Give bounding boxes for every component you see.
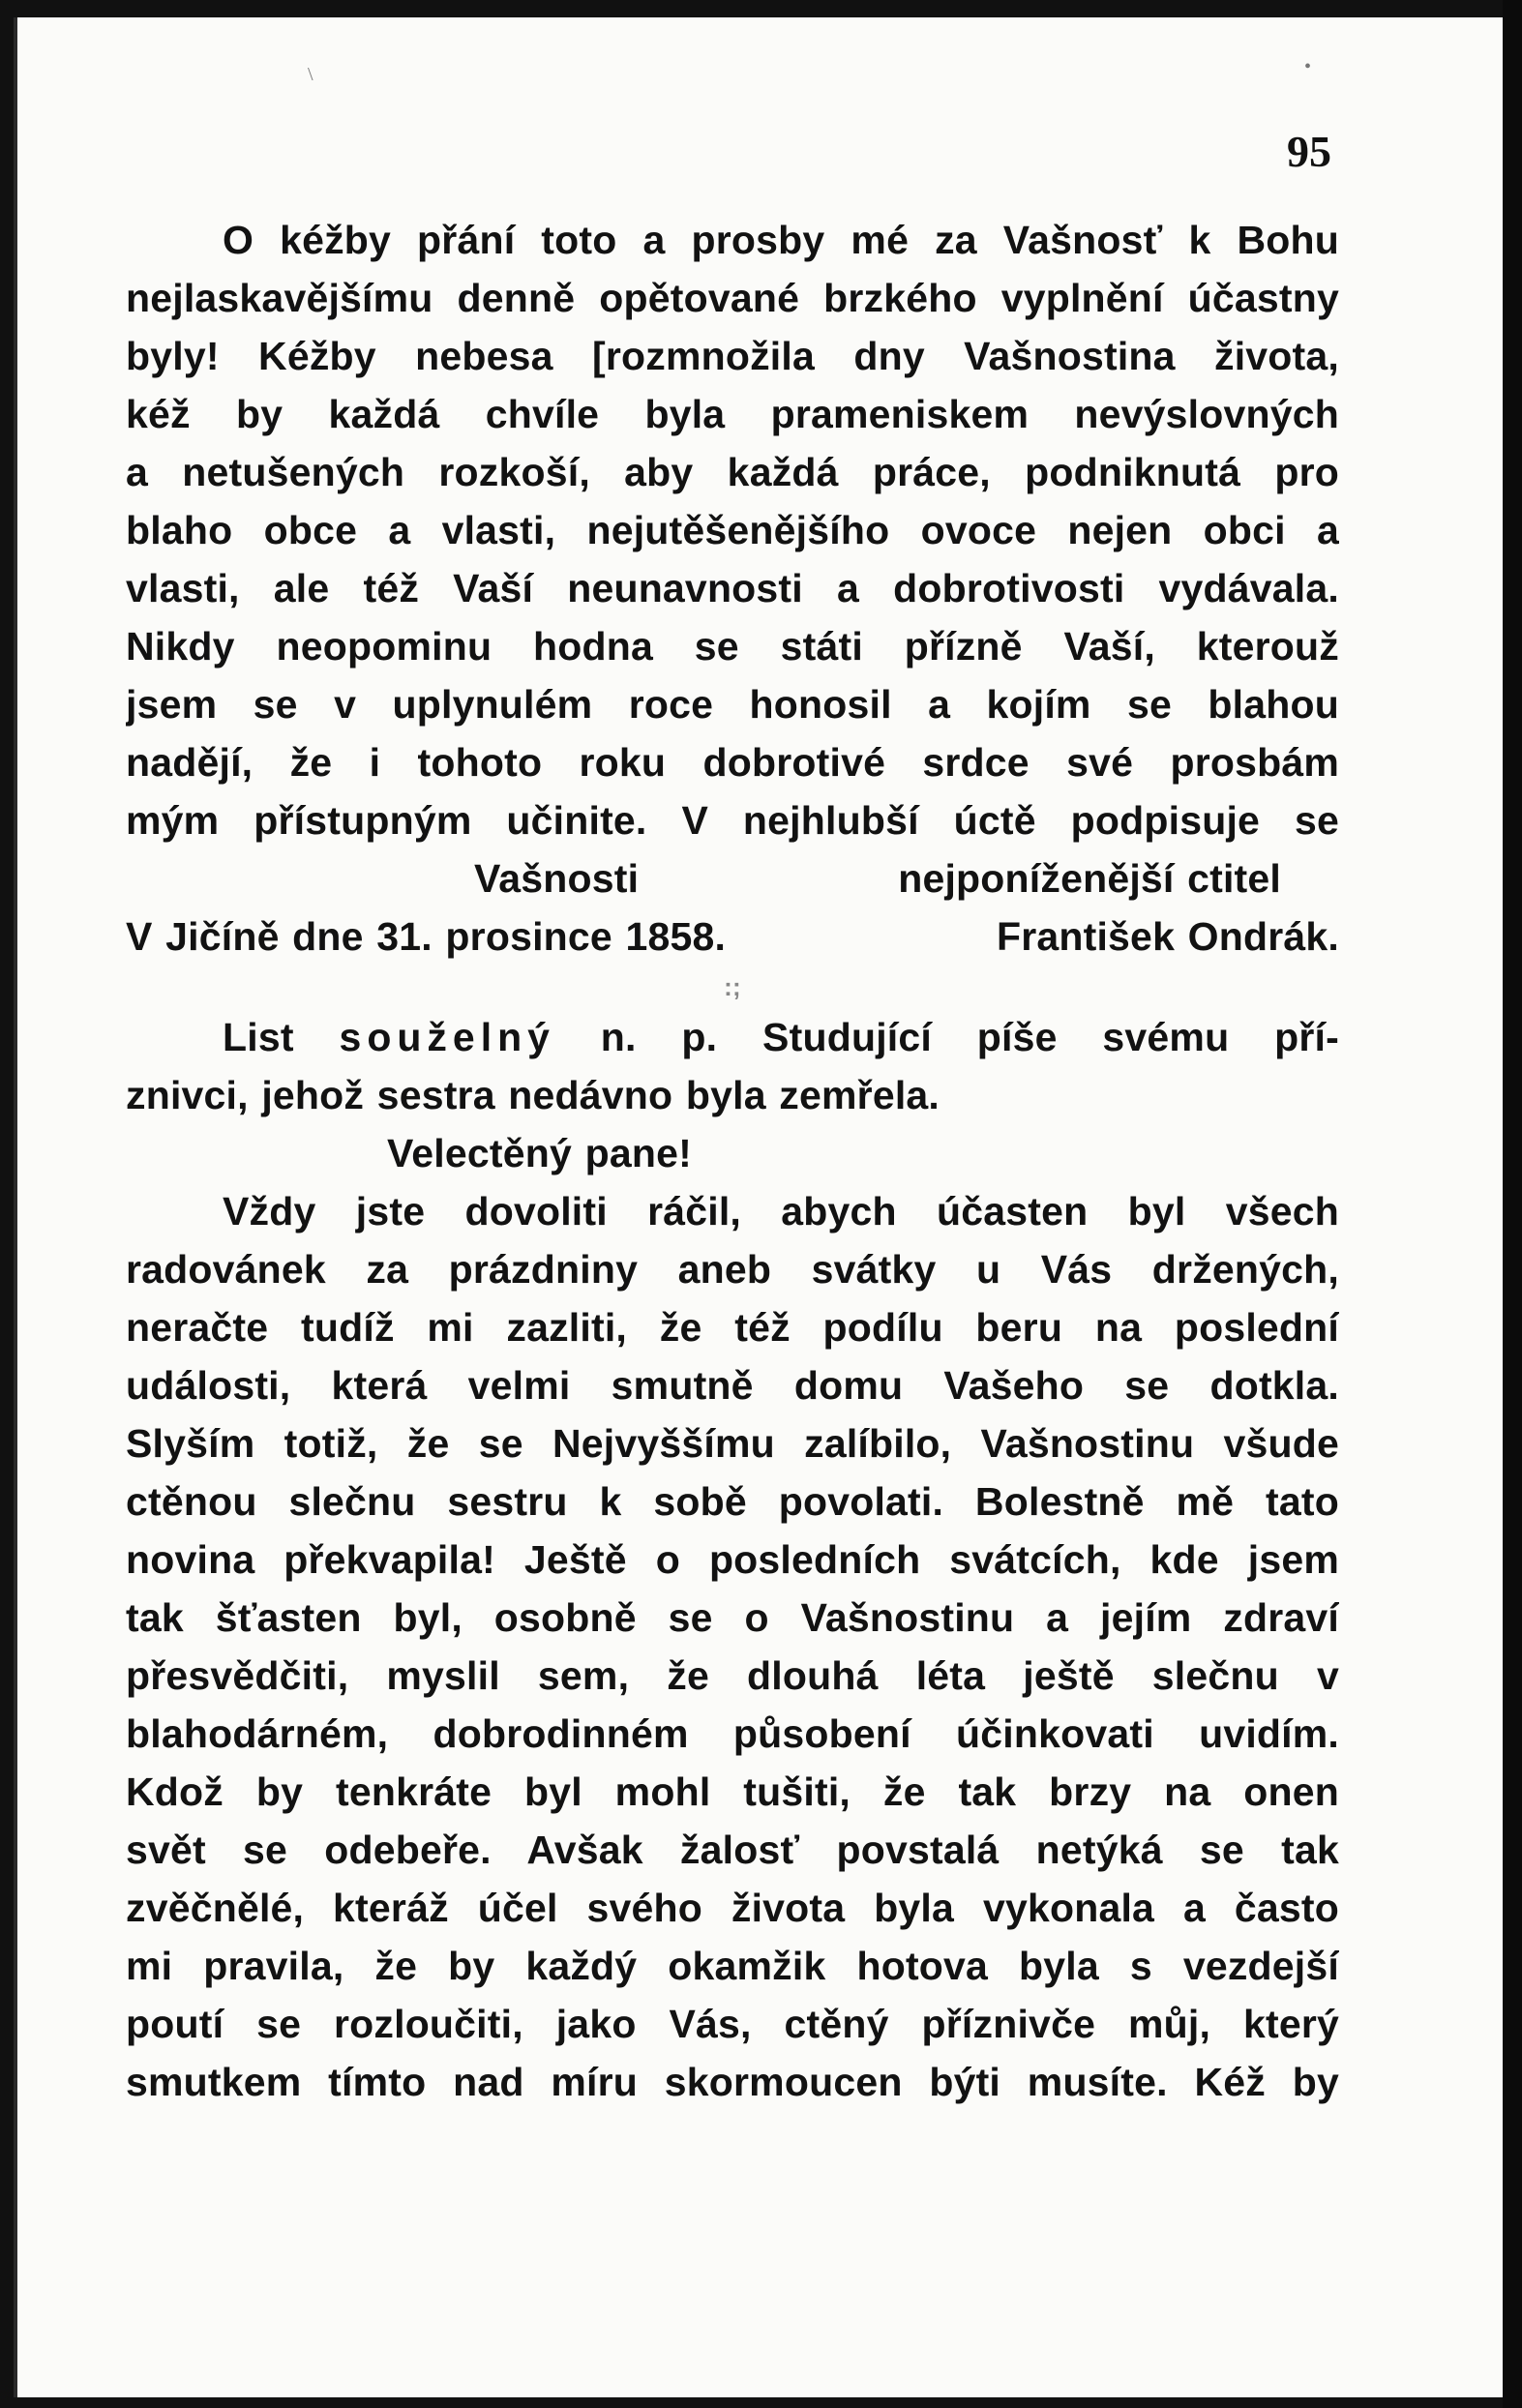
- scanned-page: [14, 17, 1504, 2397]
- text-line: vlasti, ale též Vaší neunavnosti a dobrotivosti vydávala.: [126, 566, 1339, 610]
- text-line: kéž by každá chvíle byla prameniskem nevýslovných: [126, 392, 1339, 436]
- text-line: Vždy jste dovoliti ráčil, abych účasten byl všech: [223, 1189, 1339, 1234]
- text-line: novina překvapila! Ještě o posledních svátcích, kde jsem: [126, 1537, 1339, 1582]
- heading-prefix: List: [223, 1015, 294, 1059]
- text-line: přesvědčiti, myslil sem, že dlouhá léta ještě slečnu v: [126, 1653, 1339, 1698]
- text-line: blahodárném, dobrodinném působení účinkovati uvidím.: [126, 1711, 1339, 1756]
- text-line: svět se odebeře. Avšak žalosť povstalá netýká se tak: [126, 1828, 1339, 1872]
- text-line: jsem se v uplynulém roce honosil a kojím se blahou: [126, 682, 1339, 727]
- text-line: nadějí, že i tohoto roku dobrotivé srdce své prosbám: [126, 740, 1339, 785]
- letter-closing: nejponíženější ctitel: [898, 856, 1281, 901]
- text-line: ctěnou slečnu sestru k sobě povolati. Bolestně mě tato: [126, 1479, 1339, 1524]
- body-text: [126, 211, 1339, 2111]
- scan-speck: •: [1304, 56, 1312, 77]
- signature-row: [126, 907, 1339, 966]
- scan-edge: [1503, 0, 1522, 2408]
- text-line: blaho obce a vlasti, nejutěšenějšího ovoce nejen obci a: [126, 508, 1339, 552]
- text-line: Kdož by tenkráte byl mohl tušiti, že tak brzy na onen: [126, 1769, 1339, 1814]
- text-line: tak šťasten byl, osobně se o Vašnostinu a jejím zdraví: [126, 1595, 1339, 1640]
- text-line: zvěčnělé, kteráž účel svého života byla vykonala a často: [126, 1886, 1339, 1930]
- signature: František Ondrák.: [996, 914, 1339, 959]
- section-heading: [126, 1008, 1339, 1066]
- letter-salutation: Vašnosti: [474, 856, 640, 901]
- letter-closing-row: [126, 849, 1339, 907]
- text-line: události, která velmi smutně domu Vašeho se dotkla.: [126, 1363, 1339, 1408]
- place-date: V Jičíně dne 31. prosince 1858.: [126, 914, 727, 959]
- text-line: poutí se rozloučiti, jako Vás, ctěný příznivče můj, který: [126, 2002, 1339, 2046]
- section-heading-continued: znivci, jehož sestra nedávno byla zemřela.: [126, 1073, 940, 1117]
- text-line: smutkem tímto nad míru skormoucen býti musíte. Kéž by: [126, 2060, 1339, 2104]
- text-line: O kéžby přání toto a prosby mé za Vašnosť k Bohu: [223, 218, 1339, 262]
- text-line: Nikdy neopominu hodna se státi přízně Vaší, kterouž: [126, 624, 1339, 669]
- text-line: radovánek za prázdniny aneb svátky u Vás držených,: [126, 1247, 1339, 1292]
- text-line: nejlaskavějšímu denně opětované brzkého vyplnění účastny: [126, 276, 1339, 320]
- heading-suffix: n. p. Studující píše svému pří-: [600, 1015, 1339, 1059]
- text-line: neračte tudíž mi zazliti, že též podílu beru na poslední: [126, 1305, 1339, 1350]
- text-line: byly! Kéžby nebesa [rozmnožila dny Vašnostina života,: [126, 334, 1339, 378]
- heading-spaced-word: souželný: [339, 1015, 555, 1059]
- divider-mark: :;: [724, 972, 741, 1001]
- text-line: Slyším totiž, že se Nejvyššímu zalíbilo, Vašnostinu všude: [126, 1421, 1339, 1466]
- letter-greeting: Velectěný pane!: [387, 1131, 692, 1175]
- scan-speck: \: [308, 64, 313, 85]
- text-line: mi pravila, že by každý okamžik hotova byla s vezdejší: [126, 1944, 1339, 1988]
- text-line: a netušených rozkoší, aby každá práce, podniknutá pro: [126, 450, 1339, 494]
- text-line: mým přístupným učinite. V nejhlubší úctě podpisuje se: [126, 798, 1339, 843]
- page-number: 95: [1287, 127, 1331, 176]
